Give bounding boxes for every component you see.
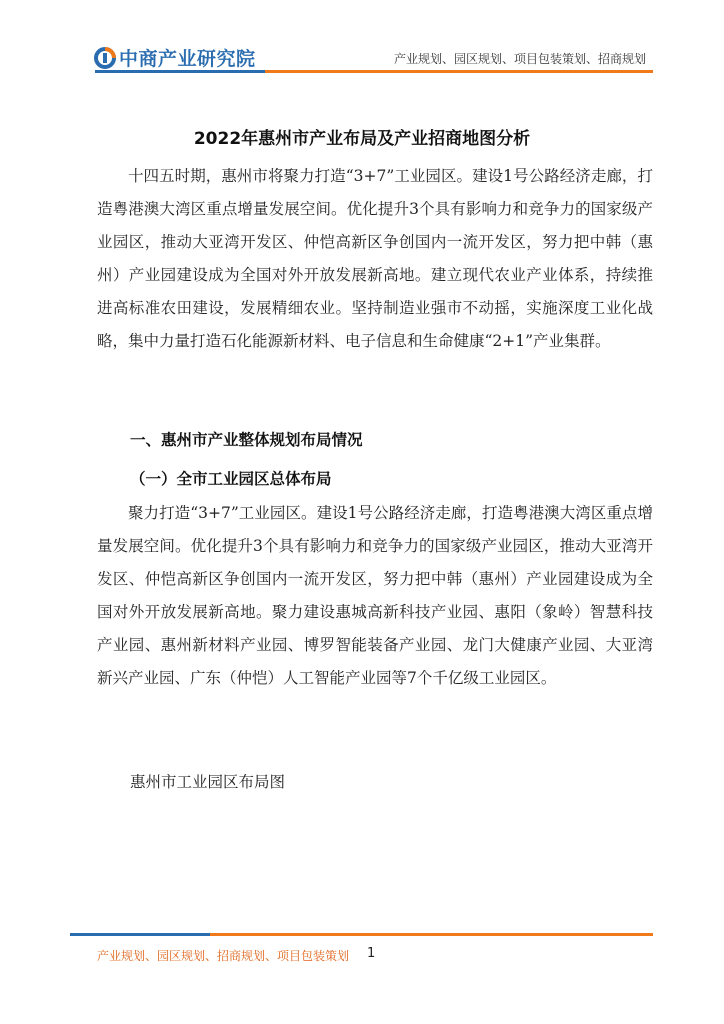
footer-tagline: 产业规划、园区规划、招商规划、项目包装策划 (97, 949, 350, 963)
figure-caption: 惠州市工业园区布局图 (130, 773, 286, 791)
page-number: 1 (367, 946, 376, 961)
company-logo-icon (94, 47, 116, 69)
document-title: 2022年惠州市产业布局及产业招商地图分析 (193, 129, 531, 149)
logo[interactable] (94, 44, 256, 71)
page-header (0, 0, 724, 80)
logo-text: 中商产业研究院 (119, 48, 256, 70)
footer-divider-orange (210, 933, 653, 936)
subsection-heading: （一）全市工业园区总体布局 (130, 470, 332, 488)
body-paragraph: 聚力打造“3+7”工业园区。建设1号公路经济走廊，打造粤港澳大湾区重点增量发展空间。优化提升3个具有影响力和竞争力的国家级产业园区，推动大亚湾开发区、仲恺高新区争创国内一流开发区，努力把中韩（惠州）产业园建设成为全国对外开放发展新高地。聚力建设惠城高新科技产业园、惠阳（象岭）智慧科技产业园、惠州新材料产业园、博罗智能装备产业园、龙门大健康产业园、大亚湾新兴产业园、广东（仲恺）人工智能产业园等7个千亿级工业园区。 (97, 504, 653, 687)
section-heading: 一、惠州市产业整体规划布局情况 (130, 431, 363, 449)
footer-divider-blue (70, 933, 210, 936)
header-tagline: 产业规划、园区规划、项目包装策划、招商规划 (393, 52, 646, 66)
header-divider-blue (95, 70, 265, 73)
intro-paragraph: 十四五时期，惠州市将聚力打造“3+7”工业园区。建设1号公路经济走廊，打造粤港澳大湾区重点增量发展空间。优化提升3个具有影响力和竞争力的国家级产业园区，推动大亚湾开发区、仲恺高新区争创国内一流开发区，努力把中韩（惠州）产业园建设成为全国对外开放发展新高地。建立现代农业产业体系，持续推进高标准农田建设，发展精细农业。坚持制造业强市不动摇，实施深度工业化战略，集中力量打造石化能源新材料、电子信息和生命健康“2+1”产业集群。 (97, 167, 653, 350)
header-divider-orange (265, 70, 653, 73)
